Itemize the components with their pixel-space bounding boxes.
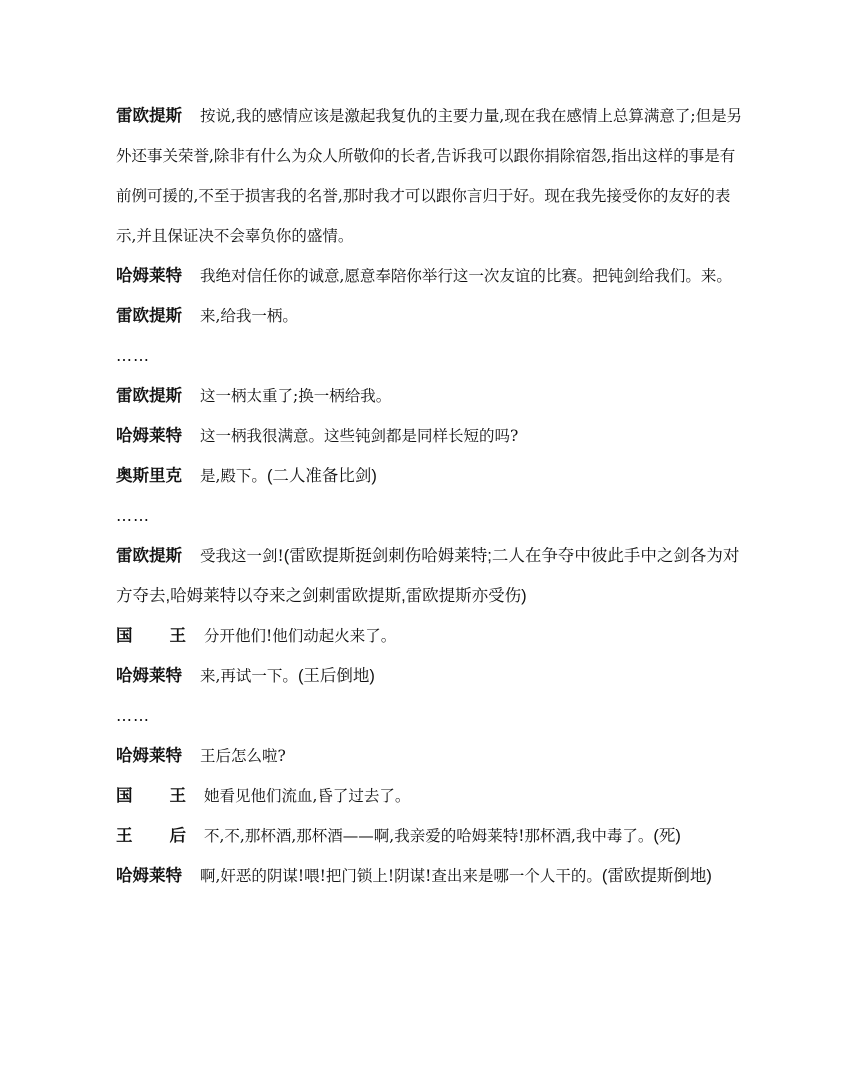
dialogue-line	[116, 736, 744, 776]
speaker-name: 哈姆莱特	[116, 267, 182, 285]
speech-text: 是,殿下。	[200, 467, 267, 485]
ellipsis-marker: ……	[116, 706, 150, 725]
dialogue-line	[116, 296, 744, 336]
speaker-name: 国王	[116, 627, 186, 645]
speech-text: 这一柄太重了;换一柄给我。	[200, 387, 392, 405]
dialogue-line	[116, 656, 744, 696]
speech-text: 她看见他们流血,昏了过去了。	[204, 787, 411, 805]
speech-text: 王后怎么啦?	[200, 747, 286, 765]
speech-text: 按说,我的感情应该是激起我复仇的主要力量,现在我在感情上总算满意了;但是另外还事关荣誉,除非有什么为众人所敬仰的长者,告诉我可以跟你捐除宿怨,指出这样的事是有前例可援的,不至于损害我的名誉,那时我才可以跟你言归于好。现在我先接受你的友好的表示,并且保证决不会辜负你的盛情。	[116, 107, 743, 245]
dialogue-line	[116, 96, 744, 256]
speech-text: 这一柄我很满意。这些钝剑都是同样长短的吗?	[200, 427, 519, 445]
speech-text: 来,给我一柄。	[200, 307, 298, 325]
speaker-name: 哈姆莱特	[116, 867, 182, 885]
speech-text: 来,再试一下。	[200, 667, 298, 685]
stage-direction: (二人准备比剑)	[266, 467, 377, 485]
speaker-name: 雷欧提斯	[116, 547, 182, 565]
dialogue-line	[116, 536, 744, 616]
speaker-name: 国王	[116, 787, 186, 805]
dialogue-line	[116, 816, 744, 856]
dialogue-line	[116, 376, 744, 416]
speech-text: 受我这一剑!	[200, 547, 284, 565]
dialogue-line	[116, 256, 744, 296]
speaker-name: 哈姆莱特	[116, 747, 182, 765]
dialogue-line	[116, 616, 744, 656]
script-page	[116, 96, 744, 896]
speaker-name: 雷欧提斯	[116, 387, 182, 405]
speaker-name: 哈姆莱特	[116, 667, 182, 685]
dialogue-line	[116, 776, 744, 816]
ellipsis-marker: ……	[116, 346, 150, 365]
stage-direction: (王后倒地)	[297, 667, 375, 685]
stage-direction: (雷欧提斯挺剑刺伤哈姆莱特;二人在争夺中彼此手中之剑各为对方夺去,哈姆莱特以夺来之剑刺雷欧提斯,雷欧提斯亦受伤)	[116, 547, 740, 605]
speaker-name: 雷欧提斯	[116, 107, 182, 125]
speech-text: 分开他们!他们动起火来了。	[204, 627, 397, 645]
speaker-name: 哈姆莱特	[116, 427, 182, 445]
ellipsis-marker: ……	[116, 506, 150, 525]
dialogue-line	[116, 456, 744, 496]
speaker-name: 奥斯里克	[116, 467, 182, 485]
stage-direction: (雷欧提斯倒地)	[601, 867, 712, 885]
dialogue-line	[116, 856, 744, 896]
speech-text: 我绝对信任你的诚意,愿意奉陪你举行这一次友谊的比赛。把钝剑给我们。来。	[200, 267, 732, 285]
speech-text: 啊,奸恶的阴谋!喂!把门锁上!阴谋!查出来是哪一个人干的。	[200, 867, 602, 885]
stage-direction: (死)	[653, 827, 681, 845]
speaker-name: 王后	[116, 827, 186, 845]
speaker-name: 雷欧提斯	[116, 307, 182, 325]
speech-text: 不,不,那杯酒,那杯酒——啊,我亲爱的哈姆莱特!那杯酒,我中毒了。	[204, 827, 654, 845]
dialogue-line	[116, 416, 744, 456]
